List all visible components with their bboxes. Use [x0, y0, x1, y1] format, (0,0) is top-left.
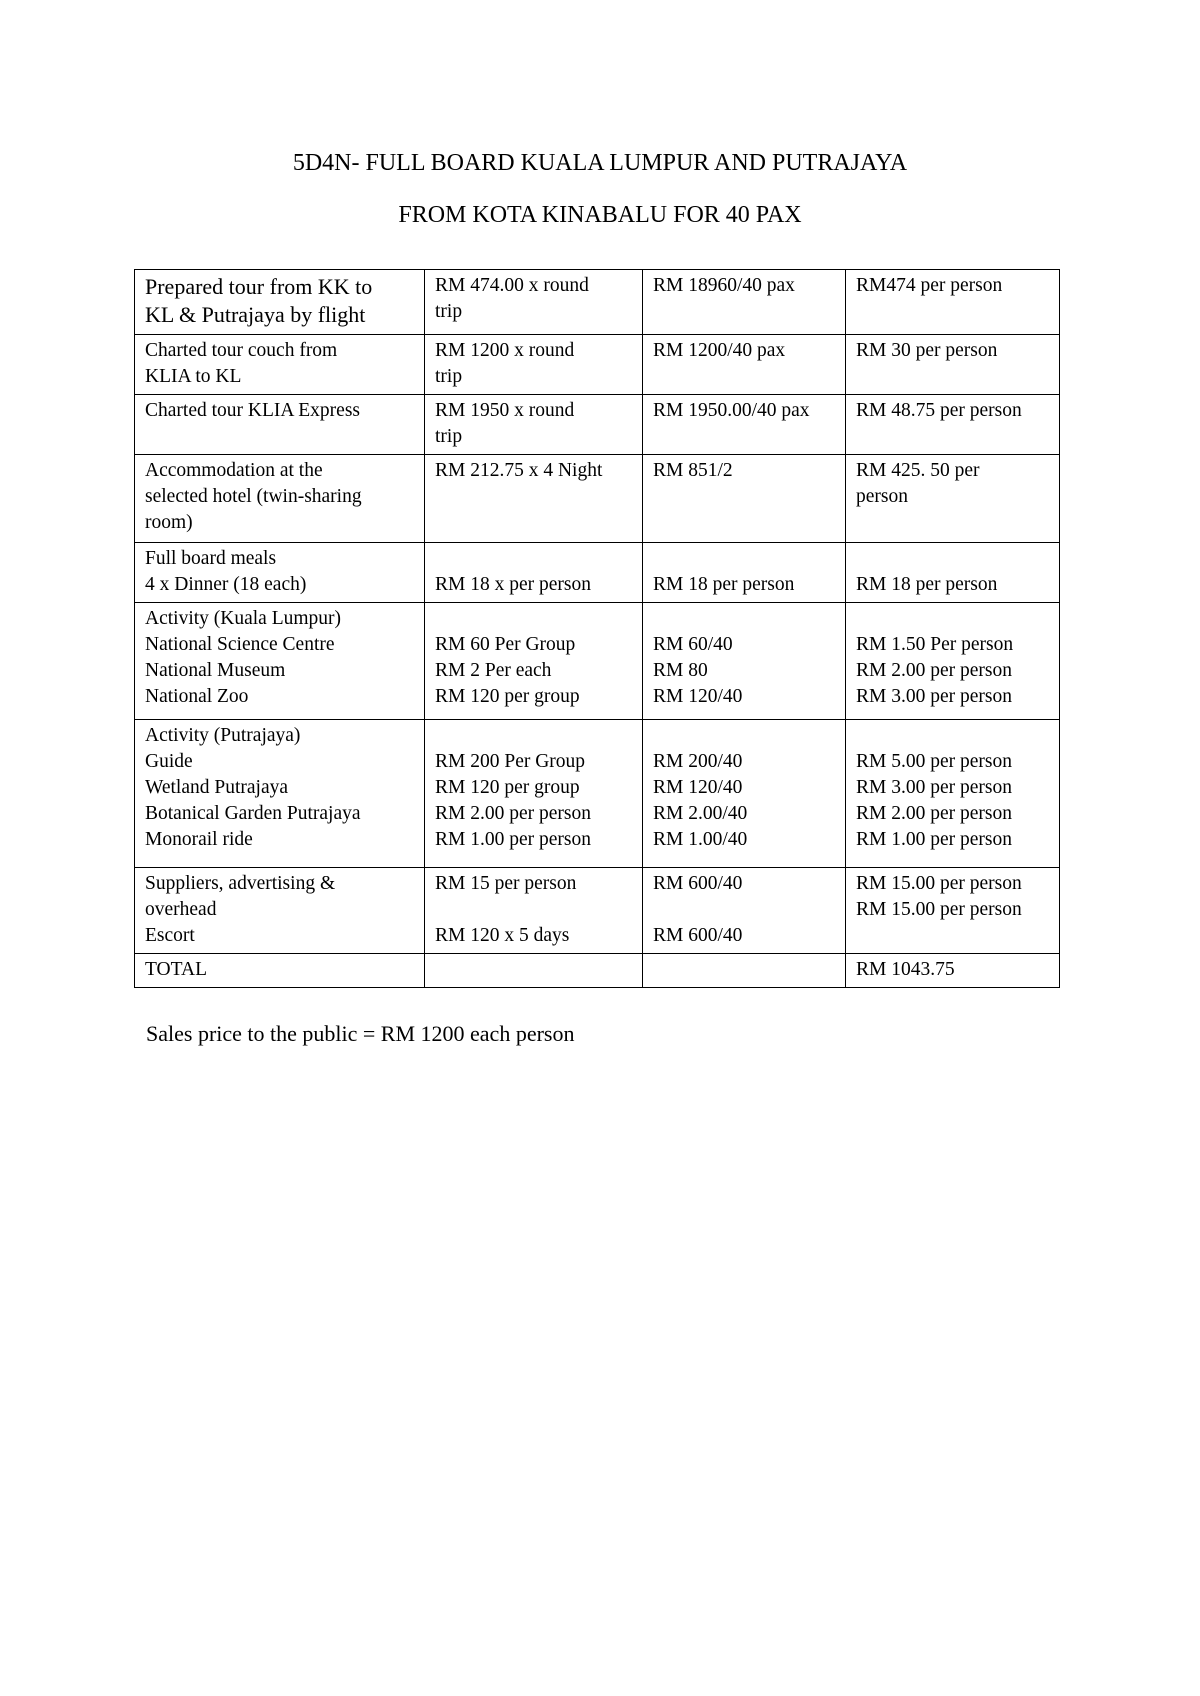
- per-person-cell: RM 15.00 per person RM 15.00 per person: [846, 868, 1060, 954]
- calculation-cell: RM 200/40 RM 120/40 RM 2.00/40 RM 1.00/40: [643, 720, 846, 868]
- per-person-cell: RM 48.75 per person: [846, 395, 1060, 455]
- rate-cell: RM 212.75 x 4 Night: [425, 455, 643, 543]
- rate-cell: RM 1200 x round trip: [425, 335, 643, 395]
- calculation-cell: RM 18960/40 pax: [643, 270, 846, 335]
- cost-item-cell: Accommodation at the selected hotel (twin-sharing room): [135, 455, 425, 543]
- calculation-cell: RM 851/2: [643, 455, 846, 543]
- cost-item-cell: Suppliers, advertising & overhead Escort: [135, 868, 425, 954]
- per-person-cell: RM 18 per person: [846, 543, 1060, 603]
- rate-cell: RM 15 per person RM 120 x 5 days: [425, 868, 643, 954]
- table-row: [135, 543, 1060, 603]
- calculation-cell: RM 600/40 RM 600/40: [643, 868, 846, 954]
- table-row: [135, 868, 1060, 954]
- rate-cell: RM 200 Per Group RM 120 per group RM 2.00 per person RM 1.00 per person: [425, 720, 643, 868]
- per-person-cell: RM 425. 50 per person: [846, 455, 1060, 543]
- cost-item-cell: Activity (Kuala Lumpur) National Science Centre National Museum National Zoo: [135, 603, 425, 720]
- table-row: [135, 335, 1060, 395]
- per-person-cell: RM 5.00 per person RM 3.00 per person RM 2.00 per person RM 1.00 per person: [846, 720, 1060, 868]
- document-title-line-2: FROM KOTA KINABALU FOR 40 PAX: [398, 202, 802, 228]
- table-row: [135, 720, 1060, 868]
- rate-cell: [425, 954, 643, 988]
- calculation-cell: RM 1200/40 pax: [643, 335, 846, 395]
- per-person-cell: RM 30 per person: [846, 335, 1060, 395]
- cost-item-cell: Charted tour KLIA Express: [135, 395, 425, 455]
- cost-item-cell: Charted tour couch from KLIA to KL: [135, 335, 425, 395]
- document-title-line-1: 5D4N- FULL BOARD KUALA LUMPUR AND PUTRAJAYA: [292, 150, 908, 176]
- total-row: [135, 954, 1060, 988]
- per-person-cell: RM474 per person: [846, 270, 1060, 335]
- table-row: [135, 270, 1060, 335]
- rate-cell: RM 18 x per person: [425, 543, 643, 603]
- calculation-cell: RM 1950.00/40 pax: [643, 395, 846, 455]
- cost-item-cell: Prepared tour from KK to KL & Putrajaya by flight: [135, 270, 425, 335]
- cost-item-cell: Activity (Putrajaya) Guide Wetland Putrajaya Botanical Garden Putrajaya Monorail ride: [135, 720, 425, 868]
- calculation-cell: RM 18 per person: [643, 543, 846, 603]
- table-row: [135, 603, 1060, 720]
- total-label-cell: TOTAL: [135, 954, 425, 988]
- rate-cell: RM 1950 x round trip: [425, 395, 643, 455]
- per-person-cell: RM 1.50 Per person RM 2.00 per person RM 3.00 per person: [846, 603, 1060, 720]
- total-value-cell: RM 1043.75: [846, 954, 1060, 988]
- calculation-cell: [643, 954, 846, 988]
- cost-item-cell: Full board meals 4 x Dinner (18 each): [135, 543, 425, 603]
- table-row: [135, 395, 1060, 455]
- table-row: [135, 455, 1060, 543]
- sales-price-note: Sales price to the public = RM 1200 each person: [146, 1021, 575, 1046]
- rate-cell: RM 474.00 x round trip: [425, 270, 643, 335]
- rate-cell: RM 60 Per Group RM 2 Per each RM 120 per group: [425, 603, 643, 720]
- calculation-cell: RM 60/40 RM 80 RM 120/40: [643, 603, 846, 720]
- cost-breakdown-table: [134, 269, 1060, 988]
